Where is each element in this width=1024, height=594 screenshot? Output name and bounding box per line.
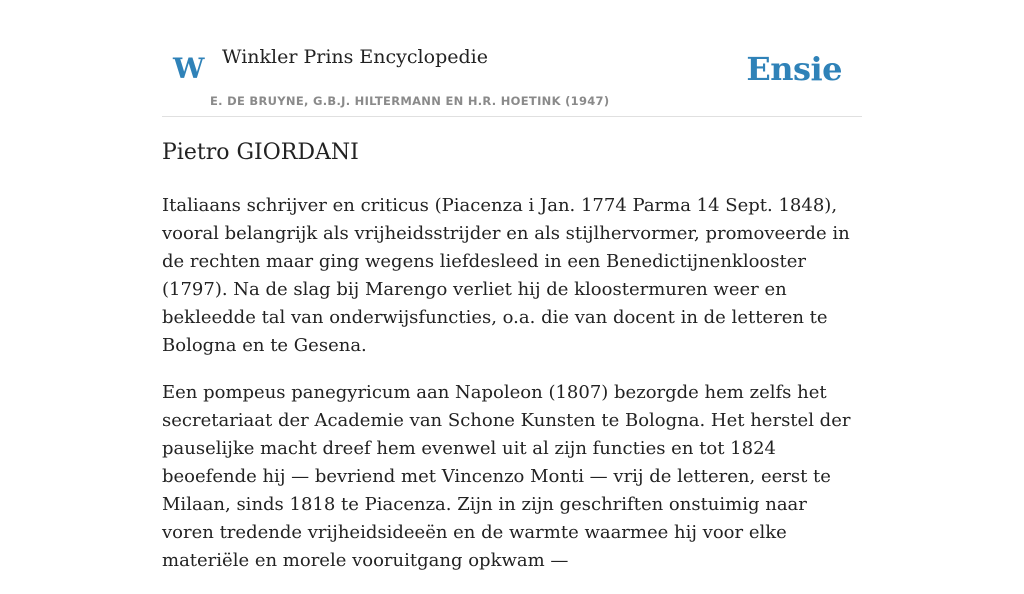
source-authors: E. DE BRUYNE, G.B.J. HILTERMANN EN H.R. HOETINK (1947) [210, 94, 610, 108]
ensie-logo[interactable]: Ensie [746, 50, 842, 88]
article-body [162, 192, 862, 594]
article-title: Pietro GIORDANI [162, 140, 359, 165]
article-paragraph: Een pompeus panegyricum aan Napoleon (1807) bezorgde hem zelfs het secretariaat der Academie van Schone Kunsten te Bologna. Het herstel der pauselijke macht dreef hem evenwel uit al zijn functies en tot 1824 beoefende hij — bevriend met Vincenzo Monti — vrij de letteren, eerst te Milaan, sinds 1818 te Piacenza. Zijn in zijn geschriften onstuimig naar voren tredende vrijheidsideeën en de warmte waarmee hij voor elke materiële en morele vooruitgang opkwam — [162, 382, 851, 571]
site-header [162, 36, 862, 117]
source-title-link[interactable]: Winkler Prins Encyclopedie [222, 46, 488, 68]
article-paragraph: Italiaans schrijver en criticus (Piacenza i Jan. 1774 Parma 14 Sept. 1848), vooral belangrijk als vrijheidsstrijder en als stijlhervormer, promoveerde in de rechten maar ging wegens liefdesleed in een Benedictijnenklooster (1797). Na de slag bij Marengo verliet hij de kloostermuren weer en bekleedde tal van onderwijsfuncties, o.a. die van docent in de letteren te Bologna en te Gesena. [162, 195, 850, 356]
winkler-prins-logo[interactable]: W [173, 52, 205, 85]
